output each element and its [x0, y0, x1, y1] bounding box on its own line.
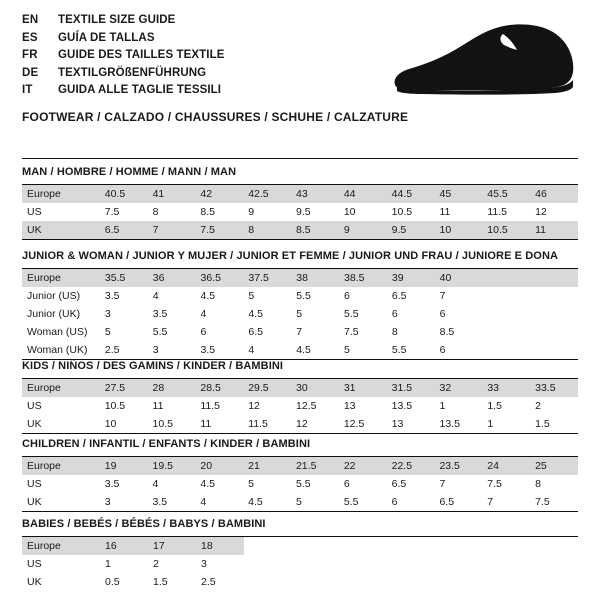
cell: 6.5	[434, 493, 482, 511]
cell: 7	[435, 287, 483, 305]
language-code: ES	[22, 31, 38, 44]
cell: 37.5	[243, 269, 291, 287]
cell: 8.5	[195, 203, 243, 221]
section-children	[22, 438, 578, 512]
cell: 3	[196, 555, 244, 573]
language-row	[22, 49, 382, 67]
cell: 4	[148, 475, 196, 493]
cell: 5.5	[339, 305, 387, 323]
cell: 8	[530, 475, 578, 493]
cell: 46	[530, 185, 578, 203]
cell: 5.5	[339, 493, 387, 511]
row-label: Europe	[22, 379, 100, 397]
section-title: KIDS / NIÑOS / DES GAMINS / KINDER / BAMBINI	[22, 360, 284, 372]
cell	[530, 323, 578, 341]
cell: 17	[148, 537, 196, 555]
cell: 6.5	[387, 475, 435, 493]
cell: 6.5	[243, 323, 291, 341]
size-table-babies	[22, 537, 244, 591]
cell: 5	[100, 323, 148, 341]
cell: 23.5	[434, 457, 482, 475]
cell: 7.5	[482, 475, 530, 493]
table-row	[22, 287, 578, 305]
row-label: US	[22, 555, 100, 573]
cell: 7.5	[195, 221, 243, 239]
row-label: US	[22, 203, 100, 221]
cell: 2.5	[100, 341, 148, 359]
cell: 31	[339, 379, 387, 397]
cell: 19.5	[148, 457, 196, 475]
cell: 12	[530, 203, 578, 221]
cell: 28	[148, 379, 196, 397]
row-label: US	[22, 397, 100, 415]
section-title: JUNIOR & WOMAN / JUNIOR Y MUJER / JUNIOR ET FEMME / JUNIOR UND FRAU / JUNIORE E DONA	[22, 250, 559, 262]
section-junior-woman	[22, 250, 578, 360]
cell: 4	[148, 287, 196, 305]
cell: 6	[387, 493, 435, 511]
row-label: Europe	[22, 457, 100, 475]
row-label: UK	[22, 415, 100, 433]
cell: 11.5	[482, 203, 530, 221]
cell: 45.5	[482, 185, 530, 203]
table-row	[22, 323, 578, 341]
cell: 2.5	[196, 573, 244, 591]
table-row	[22, 555, 244, 573]
cell: 2	[148, 555, 196, 573]
row-label: Junior (UK)	[22, 305, 100, 323]
cell: 4.5	[291, 341, 339, 359]
cell: 5	[291, 493, 339, 511]
cell: 44	[339, 185, 387, 203]
cell: 19	[100, 457, 148, 475]
cell: 10.5	[148, 415, 196, 433]
cell: 7	[291, 323, 339, 341]
section-title: MAN / HOMBRE / HOMME / MANN / MAN	[22, 166, 237, 178]
cell: 25	[530, 457, 578, 475]
cell	[530, 287, 578, 305]
language-row	[22, 67, 382, 85]
size-table-kids	[22, 379, 578, 433]
cell: 31.5	[387, 379, 435, 397]
cell: 24	[482, 457, 530, 475]
language-title: TEXTILGRÖßENFÜHRUNG	[58, 66, 207, 79]
cell: 0.5	[100, 573, 148, 591]
cell: 1	[100, 555, 148, 573]
cell: 32	[435, 379, 483, 397]
cell: 12	[291, 415, 339, 433]
cell: 40.5	[100, 185, 148, 203]
cell: 8	[243, 221, 291, 239]
section-man	[22, 158, 578, 240]
cell: 5.5	[148, 323, 196, 341]
cell: 11	[530, 221, 578, 239]
section-kids	[22, 360, 578, 434]
page-title: FOOTWEAR / CALZADO / CHAUSSURES / SCHUHE / CALZATURE	[22, 110, 409, 124]
cell: 11.5	[243, 415, 291, 433]
cell: 36	[148, 269, 196, 287]
cell: 7.5	[339, 323, 387, 341]
cell: 11	[148, 397, 196, 415]
cell: 38	[291, 269, 339, 287]
table-row	[22, 379, 578, 397]
cell: 11.5	[195, 397, 243, 415]
cell: 5	[243, 287, 291, 305]
section-title: BABIES / BEBÉS / BÉBÉS / BABYS / BAMBINI	[22, 518, 266, 530]
header-language-list	[22, 14, 382, 102]
cell: 39	[387, 269, 435, 287]
cell: 5	[291, 305, 339, 323]
cell: 1.5	[148, 573, 196, 591]
cell: 8	[148, 203, 196, 221]
cell: 3.5	[100, 475, 148, 493]
cell: 21	[243, 457, 291, 475]
table-row	[22, 305, 578, 323]
cell	[482, 287, 530, 305]
cell	[482, 341, 530, 359]
cell: 7	[148, 221, 196, 239]
cell: 7	[482, 493, 530, 511]
size-table-man	[22, 185, 578, 239]
language-code: EN	[22, 14, 39, 26]
cell: 7	[434, 475, 482, 493]
row-label: Woman (US)	[22, 323, 100, 341]
cell: 6	[339, 287, 387, 305]
cell: 1.5	[530, 415, 578, 433]
cell: 1	[482, 415, 530, 433]
cell: 5	[339, 341, 387, 359]
cell: 10.5	[100, 397, 148, 415]
language-row	[22, 14, 382, 32]
table-row	[22, 537, 244, 555]
cell: 35.5	[100, 269, 148, 287]
cell: 9	[339, 221, 387, 239]
cell: 22.5	[387, 457, 435, 475]
language-code: DE	[22, 66, 39, 79]
table-row	[22, 269, 578, 287]
divider	[22, 158, 578, 159]
language-row	[22, 32, 382, 50]
row-label: Europe	[22, 537, 100, 555]
cell: 20	[195, 457, 243, 475]
table-row	[22, 221, 578, 239]
cell: 33	[482, 379, 530, 397]
cell: 36.5	[196, 269, 244, 287]
cell: 6	[196, 323, 244, 341]
cell: 4.5	[196, 287, 244, 305]
row-label: US	[22, 475, 100, 493]
row-label: UK	[22, 573, 100, 591]
table-row	[22, 397, 578, 415]
cell: 3.5	[196, 341, 244, 359]
language-row	[22, 84, 382, 102]
cell: 5.5	[291, 475, 339, 493]
cell: 10	[339, 203, 387, 221]
language-title: TEXTILE SIZE GUIDE	[58, 14, 176, 26]
cell: 11	[195, 415, 243, 433]
row-label: Europe	[22, 269, 100, 287]
table-row	[22, 493, 578, 511]
cell: 10	[100, 415, 148, 433]
table-row	[22, 415, 578, 433]
cell: 12	[243, 397, 291, 415]
cell: 3.5	[148, 305, 196, 323]
cell: 4	[243, 341, 291, 359]
section-title: CHILDREN / INFANTIL / ENFANTS / KINDER / BAMBINI	[22, 438, 311, 450]
cell: 3	[100, 493, 148, 511]
table-row	[22, 341, 578, 359]
cell: 6	[435, 341, 483, 359]
section-babies	[22, 518, 578, 591]
table-row	[22, 457, 578, 475]
cell: 43	[291, 185, 339, 203]
language-title: GUIDE DES TAILLES TEXTILE	[58, 49, 225, 61]
dress-shoe-icon	[383, 22, 578, 100]
cell: 44.5	[387, 185, 435, 203]
cell: 6	[387, 305, 435, 323]
cell: 6.5	[100, 221, 148, 239]
cell: 8	[387, 323, 435, 341]
cell: 40	[435, 269, 483, 287]
cell: 10.5	[482, 221, 530, 239]
cell: 28.5	[195, 379, 243, 397]
row-label: UK	[22, 493, 100, 511]
language-code: IT	[22, 84, 33, 96]
cell	[530, 341, 578, 359]
cell: 9.5	[291, 203, 339, 221]
cell: 42	[195, 185, 243, 203]
cell	[482, 269, 530, 287]
cell: 4	[195, 493, 243, 511]
cell: 1	[435, 397, 483, 415]
cell	[530, 269, 578, 287]
cell: 3.5	[148, 493, 196, 511]
row-label: Woman (UK)	[22, 341, 100, 359]
cell: 11	[434, 203, 482, 221]
cell: 6	[339, 475, 387, 493]
cell: 1.5	[482, 397, 530, 415]
cell: 18	[196, 537, 244, 555]
cell: 30	[291, 379, 339, 397]
table-row	[22, 475, 578, 493]
row-label: Europe	[22, 185, 100, 203]
cell: 2	[530, 397, 578, 415]
cell: 13.5	[435, 415, 483, 433]
cell: 12.5	[339, 415, 387, 433]
cell	[482, 305, 530, 323]
cell: 6.5	[387, 287, 435, 305]
cell: 13	[387, 415, 435, 433]
table-row	[22, 203, 578, 221]
cell: 9.5	[387, 221, 435, 239]
cell: 7.5	[530, 493, 578, 511]
size-table-children	[22, 457, 578, 511]
cell: 10.5	[387, 203, 435, 221]
cell: 6	[435, 305, 483, 323]
divider	[22, 511, 578, 512]
cell: 8.5	[435, 323, 483, 341]
row-label: UK	[22, 221, 100, 239]
cell: 22	[339, 457, 387, 475]
size-table-junior-woman	[22, 269, 578, 359]
cell: 10	[434, 221, 482, 239]
cell: 38.5	[339, 269, 387, 287]
cell: 16	[100, 537, 148, 555]
cell: 4	[196, 305, 244, 323]
cell: 9	[243, 203, 291, 221]
language-code: FR	[22, 49, 38, 61]
divider	[22, 433, 578, 434]
cell: 8.5	[291, 221, 339, 239]
table-row	[22, 573, 244, 591]
table-row	[22, 185, 578, 203]
cell: 4.5	[243, 493, 291, 511]
cell: 4.5	[243, 305, 291, 323]
row-label: Junior (US)	[22, 287, 100, 305]
language-title: GUIDA ALLE TAGLIE TESSILI	[58, 84, 222, 96]
cell: 13.5	[387, 397, 435, 415]
cell: 21.5	[291, 457, 339, 475]
cell: 45	[434, 185, 482, 203]
cell: 3	[148, 341, 196, 359]
cell: 33.5	[530, 379, 578, 397]
cell: 27.5	[100, 379, 148, 397]
cell: 13	[339, 397, 387, 415]
cell: 5.5	[387, 341, 435, 359]
cell: 5	[243, 475, 291, 493]
cell: 3	[100, 305, 148, 323]
divider	[22, 239, 578, 240]
cell: 3.5	[100, 287, 148, 305]
cell: 41	[148, 185, 196, 203]
cell	[482, 323, 530, 341]
cell: 4.5	[195, 475, 243, 493]
cell: 5.5	[291, 287, 339, 305]
cell: 7.5	[100, 203, 148, 221]
language-title: GUÍA DE TALLAS	[58, 31, 155, 44]
cell: 12.5	[291, 397, 339, 415]
cell	[530, 305, 578, 323]
cell: 42.5	[243, 185, 291, 203]
cell: 29.5	[243, 379, 291, 397]
